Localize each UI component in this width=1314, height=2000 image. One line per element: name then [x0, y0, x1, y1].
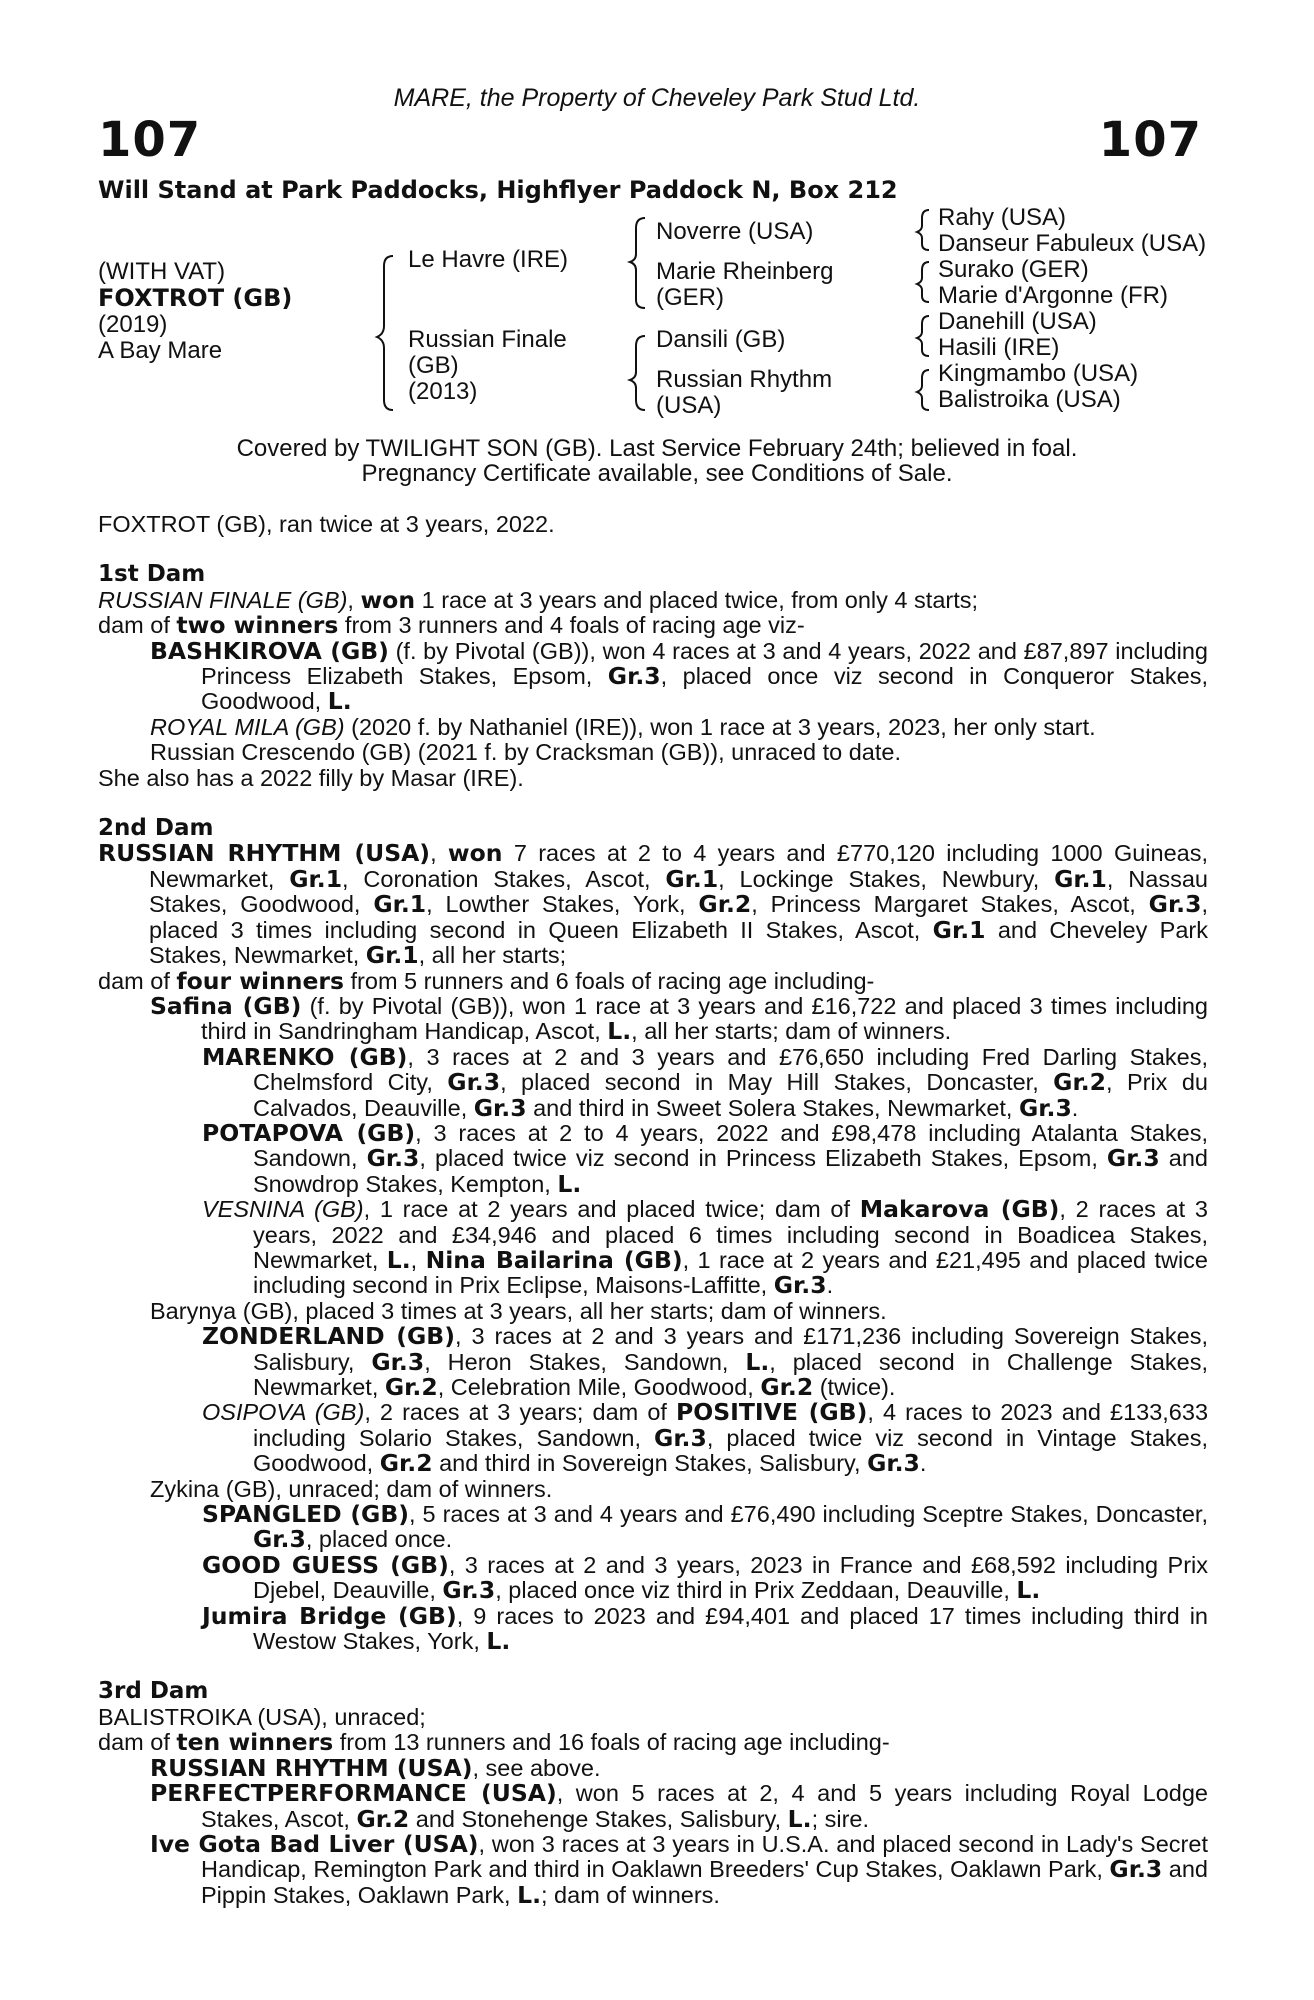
list-item: VESNINA (GB), 1 race at 2 years and placed twice; dam of Makarova (GB), 2 races at 3 years, 2022 and £34,946 and placed 6 times including second in Boadicea Stakes, Newmarket, L., Nina Bailarina (GB), 1 race at 2 years and £21,495 and placed twice including second in Prix Eclipse, Maisons-Laffitte, Gr.3.	[202, 1195, 1209, 1300]
sire: Le Havre (IRE)	[408, 246, 569, 273]
horse-description: A Bay Mare	[98, 337, 223, 364]
list-item: MARENKO (GB), 3 races at 2 and 3 years and £76,650 including Fred Darling Stakes, Chelmsford City, Gr.3, placed second in May Hill Stakes, Doncaster, Gr.2, Prix du Calvados, Deauville, Gr.3 and third in Sweet Solera Stakes, Newmarket, Gr.3.	[202, 1042, 1208, 1122]
stand-location: Will Stand at Park Paddocks, Highflyer Paddock N, Box 212	[98, 176, 898, 204]
third-dam-produce: dam of ten winners from 13 runners and 16 foals of racing age including-	[98, 1728, 890, 1757]
third-dam-record: BALISTROIKA (USA), unraced;	[98, 1703, 426, 1730]
list-item: Safina (GB) (f. by Pivotal (GB)), won 1 race at 3 years and £16,722 and placed 3 times including third in Sandringham Handicap, Ascot, L., all her starts; dam of winners.	[150, 991, 1209, 1046]
list-item: Zykina (GB), unraced; dam of winners.	[150, 1475, 553, 1502]
list-item: RUSSIAN RHYTHM (USA), see above.	[150, 1753, 601, 1782]
first-dam-record: RUSSIAN FINALE (GB), won 1 race at 3 years and placed twice, from only 4 starts;	[98, 585, 979, 614]
list-item: POTAPOVA (GB), 3 races at 2 to 4 years, 2022 and £98,478 including Atalanta Stakes, Sandown, Gr.3, placed twice viz second in Princess Elizabeth Stakes, Epsom, Gr.3 and Snowdrop Stakes, Kempton, L.	[202, 1118, 1208, 1198]
list-item: GOOD GUESS (GB), 3 races at 2 and 3 years, 2023 in France and £68,592 including Prix Djebel, Deauville, Gr.3, placed once viz third in Prix Zeddaan, Deauville, L.	[202, 1550, 1208, 1605]
first-dam-note: She also has a 2022 filly by Masar (IRE).	[98, 764, 524, 791]
second-dam-produce: dam of four winners from 5 runners and 6 foals of racing age including-	[98, 966, 875, 995]
horse-year: (2019)	[98, 311, 168, 338]
second-dam-heading: 2nd Dam	[98, 815, 214, 842]
list-item: ROYAL MILA (GB) (2020 f. by Nathaniel (IRE)), won 1 race at 3 years, 2023, her only start.	[150, 713, 1096, 740]
certificate-note: Pregnancy Certificate available, see Conditions of Sale.	[361, 460, 953, 487]
first-dam-produce: dam of two winners from 3 runners and 4 foals of racing age viz-	[98, 611, 805, 640]
lot-number-left: 107	[98, 112, 202, 168]
sire-sire: Noverre (USA)	[656, 218, 814, 245]
list-item: ZONDERLAND (GB), 3 races at 2 and 3 years and £171,236 including Sovereign Stakes, Salisbury, Gr.3, Heron Stakes, Sandown, L., placed second in Challenge Stakes, Newmarket, Gr.2, Celebration Mile, Goodwood, Gr.2 (twice).	[202, 1322, 1209, 1401]
list-item: Barynya (GB), placed 3 times at 3 years, all her starts; dam of winners.	[150, 1297, 887, 1324]
list-item: OSIPOVA (GB), 2 races at 3 years; dam of POSITIVE (GB), 4 races to 2023 and £133,633 including Solario Stakes, Sandown, Gr.3, placed twice viz second in Vintage Stakes, Goodwood, Gr.2 and third in Sovereign Stakes, Salisbury, Gr.3.	[202, 1398, 1209, 1478]
list-item: Jumira Bridge (GB), 9 races to 2023 and £94,401 and placed 17 times including third in Westow Stakes, York, L.	[202, 1601, 1208, 1656]
list-item: SPANGLED (GB), 5 races at 3 and 4 years and £76,490 including Sceptre Stakes, Doncaster, Gr.3, placed once.	[202, 1500, 1208, 1554]
intro: FOXTROT (GB), ran twice at 3 years, 2022.	[98, 511, 555, 537]
catalogue-body	[98, 512, 1208, 1908]
list-item: BASHKIROVA (GB) (f. by Pivotal (GB)), won 4 races at 3 and 4 years, 2022 and £87,897 including Princess Elizabeth Stakes, Epsom, Gr.3, placed once viz second in Conqueror Stakes, Goodwood, L.	[150, 636, 1208, 716]
dam-sire: Dansili (GB)	[656, 326, 786, 353]
list-item: Russian Crescendo (GB) (2021 f. by Cracksman (GB)), unraced to date.	[150, 739, 902, 766]
first-dam-heading: 1st Dam	[98, 561, 206, 588]
grandparents: Rahy (USA) Danseur Fabuleux (USA) Surako (GER) Marie d'Argonne (FR) Danehill (USA) Hasili (IRE) Kingmambo (USA) Balistroika (USA)	[938, 204, 1207, 413]
page-title: MARE, the Property of Cheveley Park Stud Ltd.	[393, 84, 921, 112]
dam-dam: Russian Rhythm (USA)	[656, 366, 833, 419]
list-item: Ive Gota Bad Liver (USA), won 3 races at 3 years in U.S.A. and placed second in Lady's Secret Handicap, Remington Park and third in Oaklawn Breeders' Cup Stakes, Oaklawn Park, Gr.3 and Pippin Stakes, Oaklawn Park, L.; dam of winners.	[150, 1829, 1208, 1909]
dam: Russian Finale (GB) (2013)	[408, 326, 567, 405]
vat-note: (WITH VAT)	[98, 258, 226, 285]
third-dam-heading: 3rd Dam	[98, 1678, 209, 1705]
covered-note: Covered by TWILIGHT SON (GB). Last Service February 24th; believed in foal.	[236, 435, 1078, 462]
horse-name: FOXTROT (GB)	[98, 284, 293, 312]
second-dam-record: RUSSIAN RHYTHM (USA), won 7 races at 2 to 4 years and £770,120 including 1000 Guineas, Newmarket, Gr.1, Coronation Stakes, Ascot, Gr.1, Lockinge Stakes, Newbury, Gr.1, Nassau Stakes, Goodwood, Gr.1, Lowther Stakes, York, Gr.2, Princess Margaret Stakes, Ascot, Gr.3, placed 3 times including second in Queen Elizabeth II Stakes, Ascot, Gr.1 and Cheveley Park Stakes, Newmarket, Gr.1, all her starts;	[98, 839, 1208, 970]
lot-number-right: 107	[1098, 112, 1202, 168]
sire-dam: Marie Rheinberg (GER)	[656, 258, 834, 311]
list-item: PERFECTPERFORMANCE (USA), won 5 races at 2, 4 and 5 years including Royal Lodge Stakes, Ascot, Gr.2 and Stonehenge Stakes, Salisbury, L.; sire.	[150, 1779, 1208, 1833]
